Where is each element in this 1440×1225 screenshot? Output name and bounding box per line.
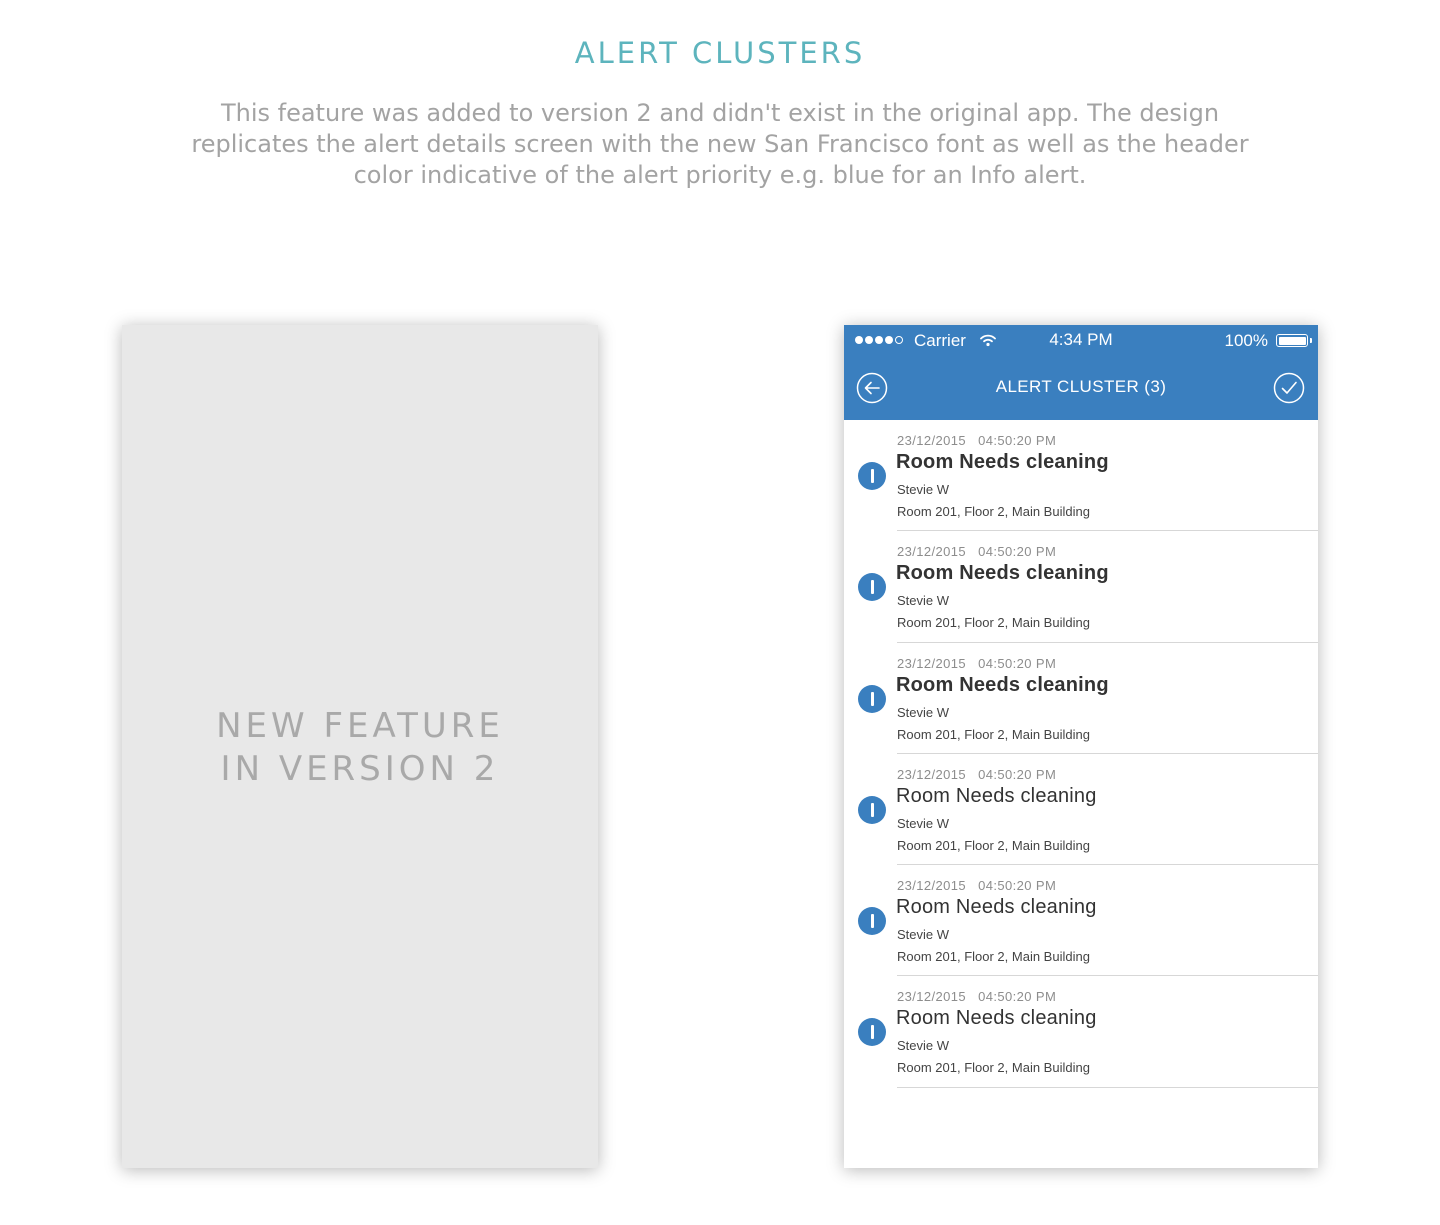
- alert-list-item[interactable]: [844, 976, 1318, 1087]
- alert-person: Stevie W: [897, 482, 950, 497]
- status-bar: [844, 325, 1318, 357]
- phone-screen: [844, 325, 1318, 1168]
- alert-list-item[interactable]: [844, 420, 1318, 531]
- alert-list-item[interactable]: [844, 531, 1318, 642]
- alert-location: Room 201, Floor 2, Main Building: [897, 837, 1090, 853]
- alert-title: Room Needs cleaning: [896, 1007, 1097, 1030]
- alert-datetime: 23/12/2015 04:50:20 PM: [897, 766, 1057, 782]
- nav-title: ALERT CLUSTER (3): [995, 377, 1167, 396]
- alert-title: Room Needs cleaning: [896, 562, 1109, 585]
- alert-location: Room 201, Floor 2, Main Building: [897, 615, 1090, 631]
- alert-location: Room 201, Floor 2, Main Building: [897, 1060, 1090, 1076]
- alert-title: Room Needs cleaning: [896, 673, 1109, 696]
- battery-tip: [1310, 338, 1312, 343]
- alert-datetime: 23/12/2015 04:50:20 PM: [897, 878, 1057, 894]
- page-description: This feature was added to version 2 and didn't exist in the original app. The design replicates the alert details screen with the new San Francisco font as well as the header color indicative of the alert priority e.g. blue for an Info alert.: [191, 99, 1249, 189]
- alert-list-item[interactable]: [844, 865, 1318, 976]
- nav-bar: [844, 357, 1318, 420]
- placeholder-line-2: IN VERSION 2: [220, 749, 500, 789]
- checkmark-circle-icon[interactable]: [1273, 372, 1305, 404]
- alert-person: Stevie W: [897, 1038, 950, 1054]
- alert-person: Stevie W: [897, 927, 950, 943]
- info-alert-icon: [858, 685, 886, 713]
- alert-datetime: 23/12/2015 04:50:20 PM: [897, 655, 1057, 671]
- alert-title: Room Needs cleaning: [896, 896, 1097, 919]
- alert-location: Room 201, Floor 2, Main Building: [897, 504, 1090, 519]
- alert-location: Room 201, Floor 2, Main Building: [897, 949, 1090, 965]
- placeholder-text: [122, 705, 598, 791]
- info-alert-icon: [858, 573, 886, 601]
- carrier-name: Carrier: [914, 331, 966, 350]
- info-alert-icon: [858, 907, 886, 935]
- placeholder-panel: [122, 325, 598, 1168]
- alert-location: Room 201, Floor 2, Main Building: [897, 726, 1090, 742]
- battery-percent: 100%: [1224, 331, 1268, 350]
- alert-title: Room Needs cleaning: [896, 784, 1097, 807]
- alert-person: Stevie W: [897, 815, 950, 831]
- placeholder-line-1: NEW FEATURE: [216, 706, 504, 746]
- alert-datetime: 23/12/2015 04:50:20 PM: [897, 433, 1057, 448]
- alert-datetime: 23/12/2015 04:50:20 PM: [897, 989, 1057, 1005]
- alert-person: Stevie W: [897, 593, 950, 609]
- info-alert-icon: [858, 796, 886, 824]
- alert-title: Room Needs cleaning: [896, 451, 1109, 473]
- alert-list-item[interactable]: [844, 643, 1318, 754]
- alert-list-item[interactable]: [844, 754, 1318, 865]
- page-title: ALERT CLUSTERS: [574, 36, 866, 70]
- alert-person: Stevie W: [897, 704, 950, 720]
- status-time: 4:34 PM: [1049, 330, 1113, 349]
- alert-datetime: 23/12/2015 04:50:20 PM: [897, 544, 1057, 560]
- info-alert-icon: [858, 462, 886, 490]
- info-alert-icon: [858, 1018, 886, 1046]
- battery-icon: [1276, 334, 1308, 347]
- alert-list: [844, 420, 1318, 1088]
